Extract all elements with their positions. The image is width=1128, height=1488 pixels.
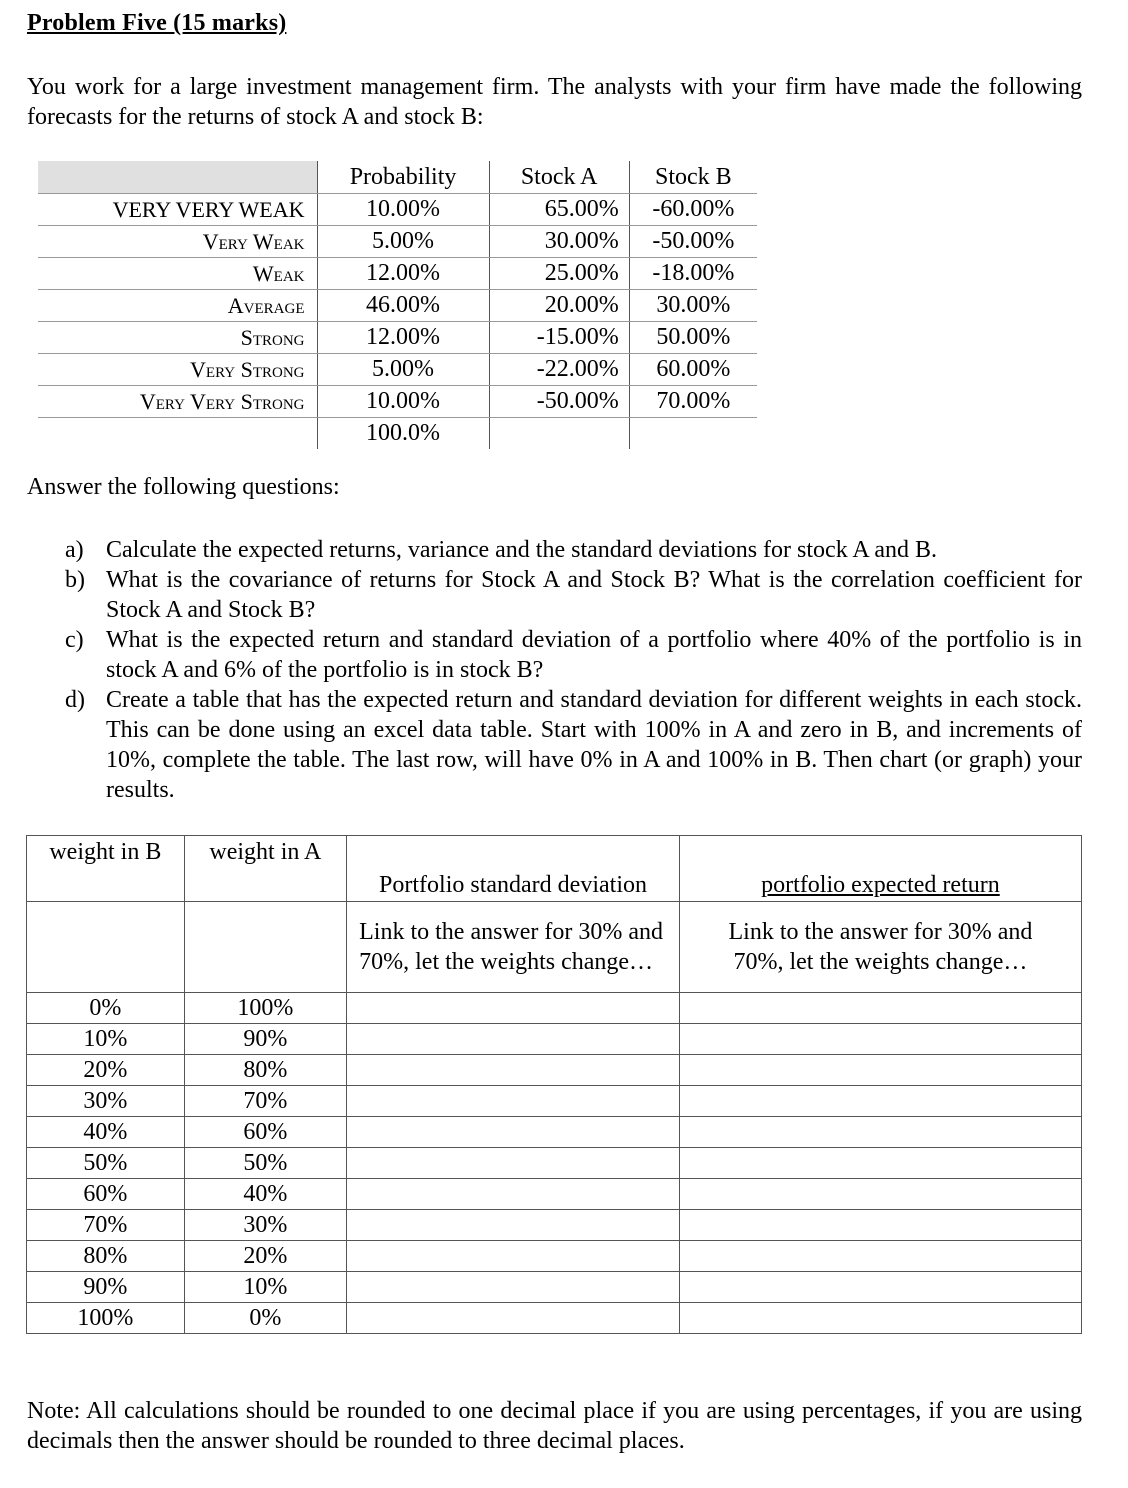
probability-value: 12.00%	[317, 258, 489, 290]
stock-b-return: -60.00%	[629, 194, 757, 226]
intro-paragraph: You work for a large investment management firm. The analysts with your firm have made the following forecasts for the returns of stock A and stock B:	[27, 74, 1082, 130]
weights-row	[27, 993, 1082, 1024]
weight-a-value: 10%	[184, 1272, 346, 1303]
weight-b-value: 30%	[27, 1086, 185, 1117]
portfolio-er-cell[interactable]	[679, 993, 1081, 1024]
portfolio-er-cell[interactable]	[679, 1086, 1081, 1117]
weights-row	[27, 1086, 1082, 1117]
forecast-row	[38, 354, 757, 386]
portfolio-sd-cell[interactable]	[347, 1086, 680, 1117]
rounding-note: Note: All calculations should be rounded to one decimal place if you are using percentages, if you are using decimals then the answer should be rounded to three decimal places.	[27, 1398, 1082, 1454]
header-stock-a: Stock A	[489, 161, 629, 194]
weights-header-row	[27, 836, 1082, 902]
stock-b-return: 30.00%	[629, 290, 757, 322]
weights-row	[27, 1272, 1082, 1303]
portfolio-sd-cell[interactable]	[347, 1303, 680, 1334]
stock-b-return: 60.00%	[629, 354, 757, 386]
link-note-er: Link to the answer for 30% and 70%, let the weights change…	[679, 902, 1081, 993]
weight-b-value: 40%	[27, 1117, 185, 1148]
portfolio-er-cell[interactable]	[679, 1272, 1081, 1303]
weights-table	[26, 835, 1082, 1334]
weights-row	[27, 1024, 1082, 1055]
weight-a-value: 100%	[184, 993, 346, 1024]
forecast-total-row	[38, 418, 757, 450]
question-a	[65, 535, 1082, 565]
portfolio-er-cell[interactable]	[679, 1303, 1081, 1334]
probability-value: 10.00%	[317, 386, 489, 418]
stock-a-return: 30.00%	[489, 226, 629, 258]
question-d	[65, 685, 1082, 805]
header-weight-b: weight in B	[27, 836, 185, 902]
header-probability: Probability	[317, 161, 489, 194]
question-b	[65, 565, 1082, 625]
portfolio-er-cell[interactable]	[679, 1241, 1081, 1272]
question-text: What is the covariance of returns for Stock A and Stock B? What is the correlation coefficient for Stock A and Stock B?	[106, 567, 1082, 623]
state-label: VERY VERY WEAK	[38, 194, 317, 226]
weight-b-value: 10%	[27, 1024, 185, 1055]
weight-a-value: 60%	[184, 1117, 346, 1148]
header-portfolio-sd: Portfolio standard deviation	[347, 836, 680, 902]
portfolio-er-cell[interactable]	[679, 1117, 1081, 1148]
weight-a-value: 70%	[184, 1086, 346, 1117]
weight-b-value: 60%	[27, 1179, 185, 1210]
header-stock-b: Stock B	[629, 161, 757, 194]
probability-total: 100.0%	[317, 418, 489, 450]
stock-b-return: -50.00%	[629, 226, 757, 258]
portfolio-sd-cell[interactable]	[347, 1055, 680, 1086]
link-note-sd: Link to the answer for 30% and 70%, let the weights change…	[347, 902, 680, 993]
stock-a-return: -50.00%	[489, 386, 629, 418]
portfolio-sd-cell[interactable]	[347, 1148, 680, 1179]
problem-title: Problem Five (15 marks)	[27, 10, 287, 36]
forecast-row	[38, 386, 757, 418]
weight-b-value: 70%	[27, 1210, 185, 1241]
forecast-table	[38, 161, 757, 449]
state-label: Average	[38, 290, 317, 322]
stock-a-return: -15.00%	[489, 322, 629, 354]
weights-row	[27, 1117, 1082, 1148]
stock-a-return: 25.00%	[489, 258, 629, 290]
state-label: Very Weak	[38, 226, 317, 258]
stock-a-return: -22.00%	[489, 354, 629, 386]
portfolio-sd-cell[interactable]	[347, 1024, 680, 1055]
header-weight-a: weight in A	[184, 836, 346, 902]
forecast-header-row	[38, 161, 757, 194]
portfolio-er-cell[interactable]	[679, 1210, 1081, 1241]
forecast-row	[38, 258, 757, 290]
weights-row	[27, 1055, 1082, 1086]
probability-value: 46.00%	[317, 290, 489, 322]
state-label: Very Very Strong	[38, 386, 317, 418]
header-state	[38, 161, 317, 194]
weight-b-value: 0%	[27, 993, 185, 1024]
forecast-row	[38, 194, 757, 226]
weight-a-value: 90%	[184, 1024, 346, 1055]
question-label: c)	[65, 627, 84, 653]
weight-a-value: 0%	[184, 1303, 346, 1334]
state-label: Very Strong	[38, 354, 317, 386]
state-label: Weak	[38, 258, 317, 290]
stock-a-return: 20.00%	[489, 290, 629, 322]
stock-b-return: 50.00%	[629, 322, 757, 354]
stock-b-return: 70.00%	[629, 386, 757, 418]
portfolio-sd-cell[interactable]	[347, 1179, 680, 1210]
question-label: b)	[65, 567, 85, 593]
weights-link-row	[27, 902, 1082, 993]
probability-value: 5.00%	[317, 226, 489, 258]
question-text: Calculate the expected returns, variance and the standard deviations for stock A and B.	[106, 537, 938, 563]
header-portfolio-er: portfolio expected return	[679, 836, 1081, 902]
stock-b-return: -18.00%	[629, 258, 757, 290]
answer-intro: Answer the following questions:	[27, 474, 340, 500]
weights-row	[27, 1210, 1082, 1241]
probability-value: 5.00%	[317, 354, 489, 386]
weight-a-value: 80%	[184, 1055, 346, 1086]
portfolio-er-cell[interactable]	[679, 1148, 1081, 1179]
portfolio-sd-cell[interactable]	[347, 1241, 680, 1272]
weights-row	[27, 1303, 1082, 1334]
portfolio-sd-cell[interactable]	[347, 1272, 680, 1303]
question-list	[65, 535, 1082, 805]
weights-row	[27, 1241, 1082, 1272]
weight-b-value: 80%	[27, 1241, 185, 1272]
weight-a-value: 40%	[184, 1179, 346, 1210]
forecast-row	[38, 290, 757, 322]
weight-b-value: 50%	[27, 1148, 185, 1179]
weight-b-value: 100%	[27, 1303, 185, 1334]
weight-b-value: 90%	[27, 1272, 185, 1303]
portfolio-sd-cell[interactable]	[347, 1210, 680, 1241]
portfolio-sd-cell[interactable]	[347, 1117, 680, 1148]
portfolio-er-cell[interactable]	[679, 1024, 1081, 1055]
forecast-row	[38, 322, 757, 354]
question-label: a)	[65, 537, 84, 563]
portfolio-er-cell[interactable]	[679, 1179, 1081, 1210]
question-text: Create a table that has the expected return and standard deviation for different weights in each stock. This can be done using an excel data table. Start with 100% in A and zero in B, and increments of 10%, complete the table. The last row, will have 0% in A and 100% in B. Then chart (or graph) your results.	[106, 687, 1082, 803]
portfolio-er-cell[interactable]	[679, 1055, 1081, 1086]
question-label: d)	[65, 687, 85, 713]
question-text: What is the expected return and standard deviation of a portfolio where 40% of the portfolio is in stock A and 6% of the portfolio is in stock B?	[106, 627, 1082, 683]
weight-b-value: 20%	[27, 1055, 185, 1086]
weight-a-value: 50%	[184, 1148, 346, 1179]
question-c	[65, 625, 1082, 685]
weight-a-value: 30%	[184, 1210, 346, 1241]
probability-value: 10.00%	[317, 194, 489, 226]
weights-row	[27, 1148, 1082, 1179]
probability-value: 12.00%	[317, 322, 489, 354]
state-label: Strong	[38, 322, 317, 354]
forecast-row	[38, 226, 757, 258]
weights-row	[27, 1179, 1082, 1210]
weight-a-value: 20%	[184, 1241, 346, 1272]
stock-a-return: 65.00%	[489, 194, 629, 226]
portfolio-sd-cell[interactable]	[347, 993, 680, 1024]
